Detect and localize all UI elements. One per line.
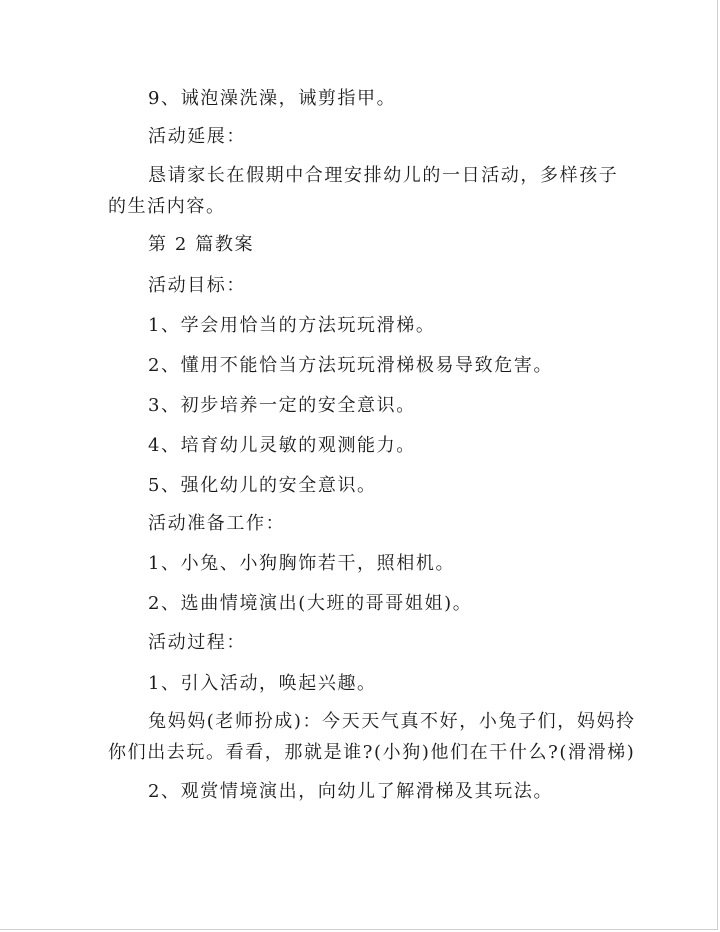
text-line-parents-request-cont: 的生活内容。 [108, 196, 226, 217]
goal-item-4: 4、培育幼儿灵敏的观测能力。 [148, 435, 416, 456]
heading-process: 活动过程： [148, 632, 246, 653]
heading-activity-goals: 活动目标： [148, 275, 246, 296]
goal-item-2: 2、懂用不能恰当方法玩玩滑梯极易导致危害。 [148, 355, 554, 376]
heading-preparation: 活动准备工作： [148, 513, 286, 534]
process-item-1: 1、引入活动，唤起兴趣。 [148, 673, 377, 694]
text-line-parents-request: 恳请家长在假期中合理安排幼儿的一日活动，多样孩子 [148, 165, 619, 186]
prep-item-2: 2、选曲情境演出(大班的哥哥姐姐)。 [148, 593, 473, 614]
heading-activity-extension: 活动延展： [148, 126, 246, 147]
goal-item-3: 3、初步培养一定的安全意识。 [148, 395, 416, 416]
dialogue-line-2: 你们出去玩。看看，那就是谁?(小狗)他们在干什么?(滑滑梯) [108, 742, 636, 763]
dialogue-line-1: 兔妈妈(老师扮成)：今天天气真不好，小兔子们，妈妈拎 [148, 711, 636, 732]
prep-item-1: 1、小兔、小狗胸饰若干，照相机。 [148, 553, 456, 574]
process-item-2: 2、观赏情境演出，向幼儿了解滑梯及其玩法。 [148, 781, 554, 802]
text-line-bath-nails: 9、诫泡澡洗澡，诫剪指甲。 [148, 88, 397, 109]
goal-item-1: 1、学会用恰当的方法玩玩滑梯。 [148, 315, 436, 336]
heading-lesson-plan-2: 第 2 篇教案 [148, 234, 255, 255]
goal-item-5: 5、强化幼儿的安全意识。 [148, 475, 377, 496]
